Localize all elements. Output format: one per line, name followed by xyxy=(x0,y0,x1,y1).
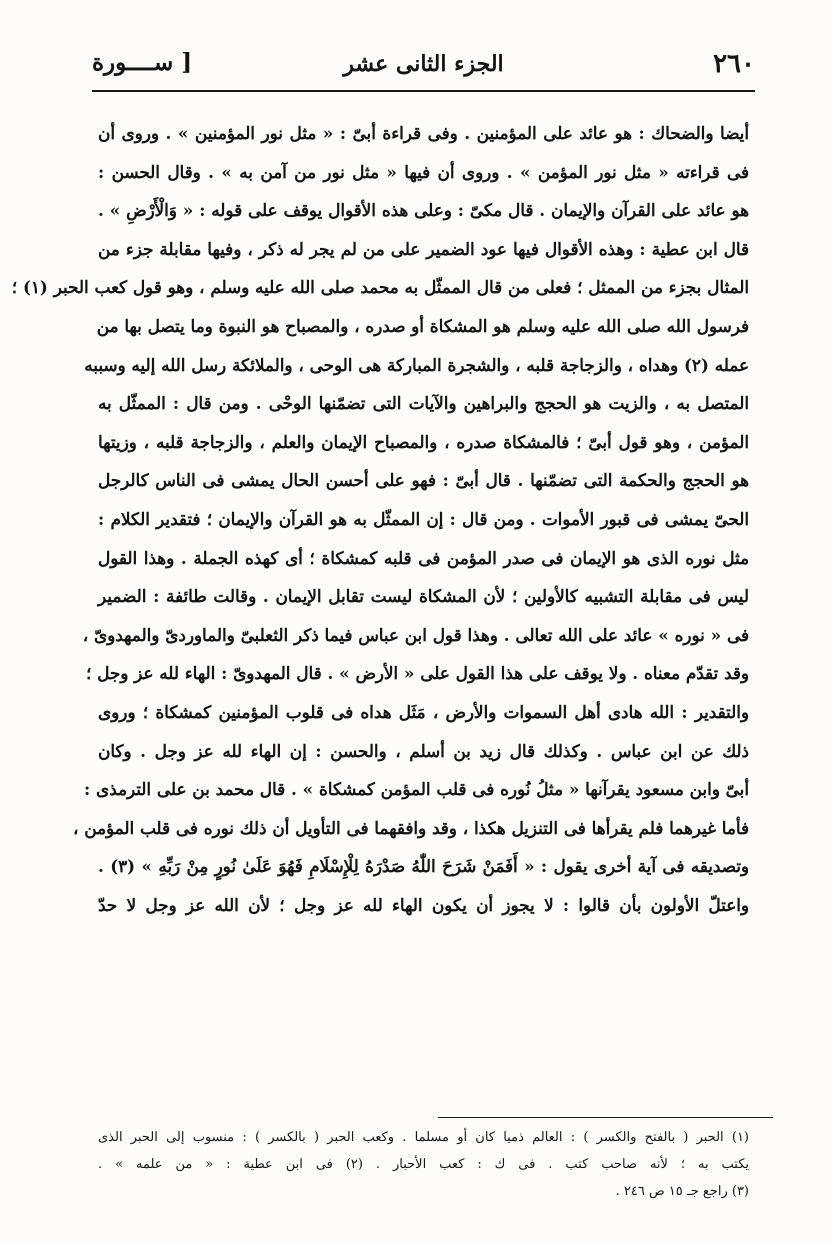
text-line: واعتلّ الأولون بأن قالوا : لا يجوز أن يكون الهاء لله عز وجل ؛ لأن الله عز وجل لا حدّ xyxy=(98,894,749,915)
text-line: المثال بجزء من الممثل ؛ فعلى من قال الممثّل به محمد صلى الله عليه وسلم ، وهو قول كعب الحبر (١) ؛ xyxy=(11,277,749,298)
text-line: وتصديقه فى آية أخرى يقول : « أَفَمَنْ شَرَحَ اللّٰهُ صَدْرَهُ لِلْإِسْلَامِ فَهُوَ عَلَىٰ نُورٍ مِنْ رَبِّهِ » (٣) . xyxy=(98,856,750,877)
text-line: عمله (٢) وهداه ، والزجاجة قلبه ، والشجرة المباركة هى الوحى ، والملائكة رسل الله إليه وسببه xyxy=(84,354,749,375)
text-line: وقد تقدّم معناه . ولا يوقف على هذا القول على « الأرض » . قال المهدوىّ : الهاء لله عز وجل ؛ xyxy=(85,663,749,684)
text-line: فأما غيرهما فلم يقرأها فى التنزيل هكذا ، وقد وافقهما فى التأويل أن ذلك نوره فى قلب المؤمن ، xyxy=(72,817,749,838)
text-line: المتصل به ، والزيت هو الحجج والبراهين والآيات التى تضمّنها الوحْى . ومن قال : الممثّل به xyxy=(98,393,749,414)
text-line: قال ابن عطية : وهذه الأقوال فيها عود الضمير على من لم يجر له ذكر ، وفيها مقابلة جزء من xyxy=(98,238,749,259)
footnote-divider xyxy=(438,1117,773,1118)
text-line: مثل نوره الذى هو الإيمان فى صدر المؤمن فى قلبه كمشكاة ؛ أى كهذه الجملة . وهذا القول xyxy=(98,547,749,568)
footnote-line: يكتب به ؛ لأنه صاحب كتب . فى ك : كعب الأحبار . (٢) فى ابن عطية : « من علمه » . xyxy=(98,1157,749,1172)
footnote-line: (١) الحبر ( بالفتح والكسر ) : العالم ذميا كان أو مسلما . وكعب الحبر ( بالكسر ) : منسوب إلى الحبر الذى xyxy=(98,1130,749,1145)
footnote-line: (٣) راجع جـ ١٥ ص ٢٤٦ . xyxy=(615,1184,749,1199)
text-line: ليس فى مقابلة التشبيه كالأولين ؛ لأن المشكاة ليست تقابل الإيمان . وقالت طائفة : الضمير xyxy=(98,586,749,607)
text-line: أبىّ وابن مسعود يقرآنها « مثلُ نُوره فى قلب المؤمن كمشكاة » . قال محمد بن على الترمذى : xyxy=(84,779,749,800)
page-number: ٢٦٠ xyxy=(713,49,755,79)
header-divider xyxy=(92,90,755,92)
body-text xyxy=(11,114,750,924)
text-line: فى « نوره » عائد على الله تعالى . وهذا قول ابن عباس فيما ذكر الثعلبىّ والماوردىّ والمهدوىّ ، xyxy=(82,624,749,645)
text-line: المؤمن ، وهو قول أبىّ ؛ فالمشكاة صدره ، والمصباح الإيمان والعلم ، والزجاجة قلبه ، وزيتها xyxy=(98,431,749,452)
part-title: الجزء الثانى عشر xyxy=(343,51,504,77)
text-line: والتقدير : الله هادى أهل السموات والأرض ، مَثَل هداه فى قلوب المؤمنين كمشكاة ؛ وروى xyxy=(98,701,749,722)
text-line: فرسول الله صلى الله عليه وسلم هو المشكاة أو صدره ، والمصباح هو النبوة وما يتصل بها من xyxy=(96,315,749,336)
page-header xyxy=(92,45,755,90)
text-line: أيضا والضحاك : هو عائد على المؤمنين . وفى قراءة أبىّ : « مثل نور المؤمنين » . وروى أن xyxy=(98,123,749,143)
text-line: ذلك عن ابن عباس . وكذلك قال زيد بن أسلم ، والحسن : إن الهاء لله عز وجل . وكان xyxy=(98,740,749,761)
surah-label: [ ســــورة xyxy=(92,49,193,76)
text-line: هو عائد على القرآن والإيمان . قال مكىّ : وعلى هذه الأقوال يوقف على قوله : « وَالْأَرْضِ » . xyxy=(98,200,749,221)
footnotes xyxy=(98,1124,749,1205)
text-line: فى قراءته « مثل نور المؤمن » . وروى أن فيها « مثل نور من آمن به » . وقال الحسن : xyxy=(98,161,749,182)
text-line: هو الحجج والحكمة التى تضمّنها . قال أبىّ : فهو على أحسن الحال يمشى فى الناس كالرجل xyxy=(98,470,749,491)
text-line: الحىّ يمشى فى قبور الأموات . ومن قال : إن الممثّل به هو القرآن والإيمان ؛ فتقدير الكلام : xyxy=(98,508,749,529)
